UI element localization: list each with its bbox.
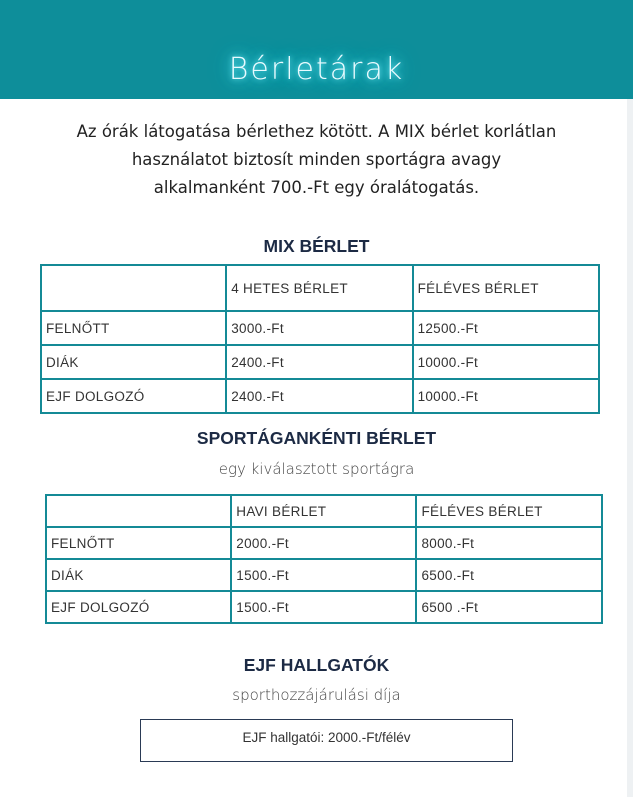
table-row <box>41 311 599 345</box>
table-cell: EJF DOLGOZÓ <box>46 591 231 623</box>
table-cell: 12500.-Ft <box>413 311 599 345</box>
students-subheading: sporthozzájárulási díja <box>232 686 401 704</box>
table-header-cell: FÉLÉVES BÉRLET <box>416 495 602 527</box>
table-cell: FELNŐTT <box>41 311 226 345</box>
students-heading: EJF HALLGATÓK <box>243 655 390 675</box>
sport-price-table <box>45 494 603 624</box>
table-cell: 6500.-Ft <box>416 559 602 591</box>
table-cell: 10000.-Ft <box>413 379 599 413</box>
page-title: Bérletárak <box>228 52 405 87</box>
mix-price-table <box>40 264 600 414</box>
table-row <box>46 559 602 591</box>
student-fee-text: EJF hallgatói: 2000.-Ft/félév <box>242 730 411 745</box>
table-header-row <box>46 495 602 527</box>
table-cell: FELNŐTT <box>46 527 231 559</box>
table-row <box>46 527 602 559</box>
intro-line: használatot biztosít minden sportágra avagy <box>131 150 502 169</box>
intro-line: Az órák látogatása bérlethez kötött. A MIX bérlet korlátlan <box>76 122 557 141</box>
table-cell: DIÁK <box>41 345 226 379</box>
table-row <box>46 591 602 623</box>
table-cell: DIÁK <box>46 559 231 591</box>
student-fee-box <box>140 719 513 762</box>
table-header-row <box>41 265 599 311</box>
sport-subheading: egy kiválasztott sportágra <box>218 460 415 478</box>
sport-heading: SPORTÁGANKÉNTI BÉRLET <box>196 428 437 448</box>
table-cell: 1500.-Ft <box>231 559 416 591</box>
mix-heading: MIX BÉRLET <box>263 236 370 256</box>
table-cell: 2400.-Ft <box>226 379 412 413</box>
table-cell: 2400.-Ft <box>226 345 412 379</box>
table-row <box>41 379 599 413</box>
table-cell: 3000.-Ft <box>226 311 412 345</box>
table-cell: 2000.-Ft <box>231 527 416 559</box>
table-header-cell <box>41 265 226 311</box>
table-cell: 10000.-Ft <box>413 345 599 379</box>
page-header <box>0 0 633 99</box>
intro-line: alkalmanként 700.-Ft egy óralátogatás. <box>153 178 480 197</box>
table-cell: 6500 .-Ft <box>416 591 602 623</box>
table-cell: 1500.-Ft <box>231 591 416 623</box>
table-row <box>41 345 599 379</box>
table-cell: EJF DOLGOZÓ <box>41 379 226 413</box>
table-header-cell: HAVI BÉRLET <box>231 495 416 527</box>
table-cell: 8000.-Ft <box>416 527 602 559</box>
intro-text <box>20 118 613 202</box>
table-header-cell: FÉLÉVES BÉRLET <box>413 265 599 311</box>
table-header-cell <box>46 495 231 527</box>
table-header-cell: 4 HETES BÉRLET <box>226 265 412 311</box>
